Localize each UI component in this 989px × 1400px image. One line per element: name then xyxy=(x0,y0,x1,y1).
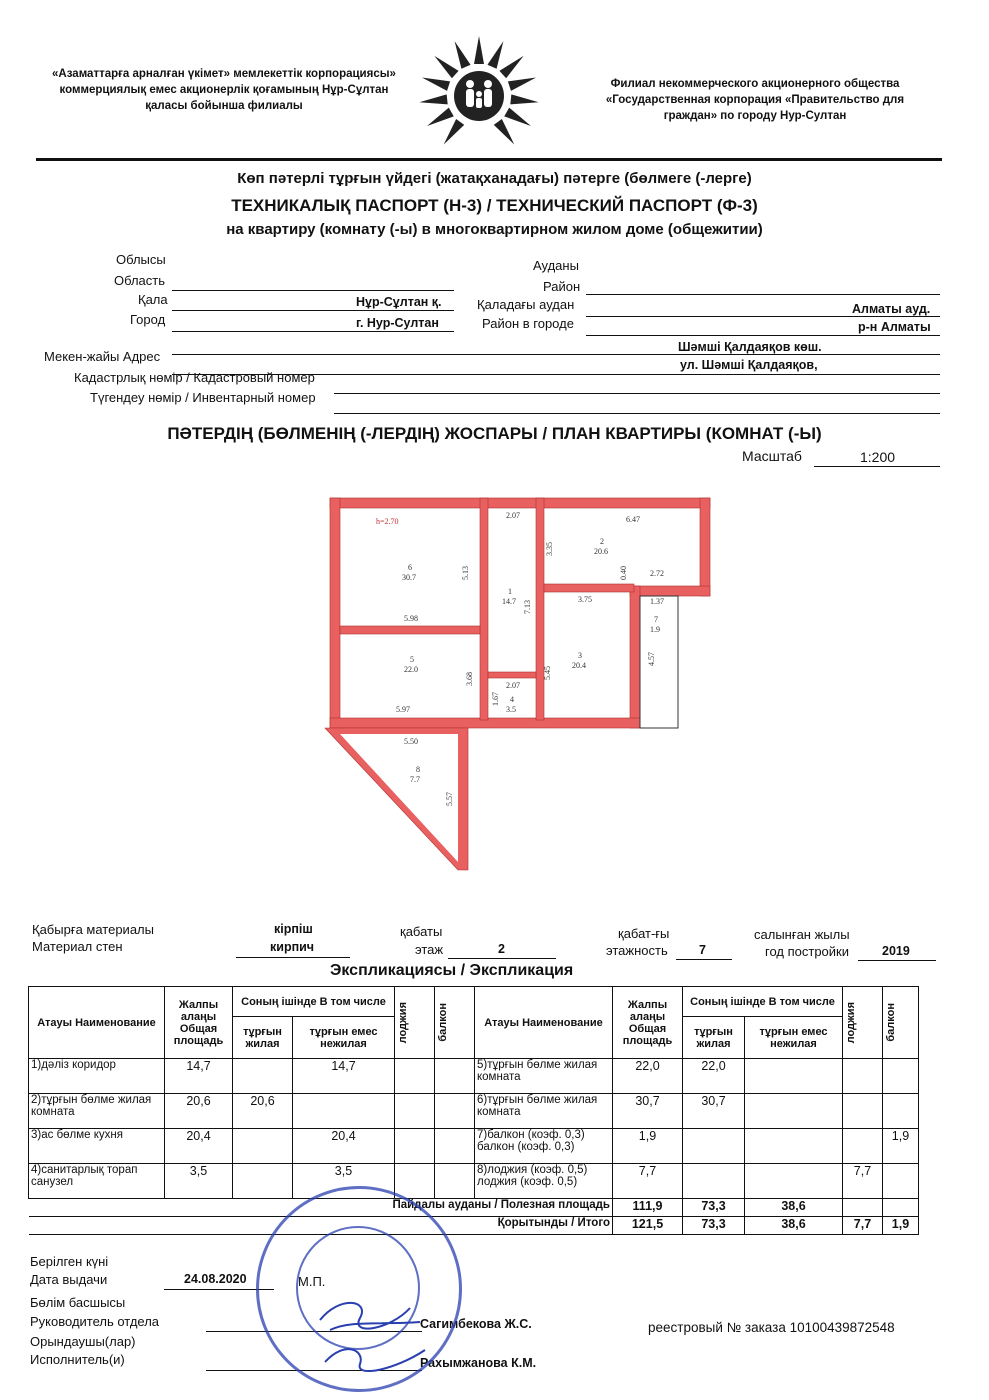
row-total: 30,7 xyxy=(613,1094,683,1129)
scale-label: Масштаб xyxy=(742,448,802,464)
row-total: 7,7 xyxy=(613,1164,683,1199)
row-nonliving: 14,7 xyxy=(293,1059,395,1094)
total-balcony: 1,9 xyxy=(883,1217,919,1235)
useful-area-nonliving: 38,6 xyxy=(745,1199,843,1217)
plan-dim: 2.72 xyxy=(650,569,664,578)
row-name: 5)тұрғын бөлме жилая комната xyxy=(475,1059,613,1094)
scale-underline xyxy=(814,466,940,467)
header-right-line: «Государственная корпорация «Правительство для xyxy=(605,94,905,106)
plan-room-area: 7.7 xyxy=(410,775,420,784)
table-row xyxy=(29,1094,919,1129)
header-total-2: Жалпы алаңы Общая площадь xyxy=(613,987,683,1059)
header-left-line: коммерциялық емес акционерлік қоғамының Нұр-Сұлтан xyxy=(59,84,389,96)
header-right-line: Филиал некоммерческого акционерного общества xyxy=(610,78,900,90)
floors-value: 7 xyxy=(699,943,706,957)
row-living xyxy=(233,1164,293,1199)
useful-area-total: 111,9 xyxy=(613,1199,683,1217)
header-total: Жалпы алаңы Общая площадь xyxy=(165,987,233,1059)
header-right-line: граждан» по городу Нур-Султан xyxy=(663,110,847,122)
row-total: 22,0 xyxy=(613,1059,683,1094)
audan-underline xyxy=(586,294,940,295)
header-nonliving: тұрғын емес нежилая xyxy=(293,1017,395,1059)
plan-room-no: 5 xyxy=(410,655,414,664)
total-nonliving: 38,6 xyxy=(745,1217,843,1235)
header-left-line: қаласы бойынша филиалы xyxy=(145,100,303,112)
row-name: 6)тұрғын бөлме жилая комната xyxy=(475,1094,613,1129)
row-nonliving xyxy=(745,1094,843,1129)
government-logo-icon xyxy=(418,34,540,154)
table-row xyxy=(29,1059,919,1094)
wall-material-value-ru: кирпич xyxy=(270,940,315,954)
address-value-kz: Шәмші Қалдаяқов көш. xyxy=(678,340,822,354)
row-nonliving xyxy=(745,1059,843,1094)
plan-dim: 7.13 xyxy=(523,600,532,614)
row-name: 3)ас бөлме кухня xyxy=(29,1129,165,1164)
header-divider xyxy=(36,158,942,161)
row-loggia xyxy=(843,1094,883,1129)
plan-dim: 5.57 xyxy=(445,792,454,806)
plan-wall xyxy=(488,672,536,678)
plan-dim: 1.67 xyxy=(491,692,500,706)
doc-title-ru: на квартиру (комнату (-ы) в многоквартирном жилом доме (общежитии) xyxy=(226,221,763,238)
table-row xyxy=(29,1129,919,1164)
useful-area-balcony xyxy=(883,1199,919,1217)
plan-title: ПӘТЕРДІҢ (БӨЛМЕНІҢ (-ЛЕРДІҢ) ЖОСПАРЫ / ПЛАН КВАРТИРЫ (КОМНАТ (-Ы) xyxy=(167,424,822,443)
city-label-ru: Город xyxy=(130,312,166,327)
floors-label-ru: этажность xyxy=(606,943,668,958)
header-incl-2: Соның ішінде В том числе xyxy=(683,987,843,1017)
row-name: 1)дәліз коридор xyxy=(29,1059,165,1094)
plan-room-area: 30.7 xyxy=(402,573,416,582)
doc-title-kz: Көп пәтерлі тұрғын үйдегі (жатақханадағы) пәтерге (бөлмеге (-лерге) xyxy=(237,170,752,187)
seal-place-label: М.П. xyxy=(298,1274,326,1289)
row-nonliving xyxy=(293,1094,395,1129)
row-balcony xyxy=(435,1094,475,1129)
row-total: 20,4 xyxy=(165,1129,233,1164)
row-loggia xyxy=(395,1059,435,1094)
city-underline-kz xyxy=(172,310,454,311)
floors-underline xyxy=(676,959,732,960)
plan-dim: 3.75 xyxy=(578,595,592,604)
floor-value: 2 xyxy=(498,942,505,956)
executor-label-ru: Исполнитель(и) xyxy=(30,1352,125,1367)
oblys-label-kz: Облысы xyxy=(116,252,166,267)
row-loggia xyxy=(395,1129,435,1164)
row-living: 20,6 xyxy=(233,1094,293,1129)
oblys-underline xyxy=(172,290,454,291)
plan-wall xyxy=(544,584,634,592)
plan-dim: 5.97 xyxy=(396,705,410,714)
inventory-label: Түгендеу нөмір / Инвентарный номер xyxy=(90,390,316,405)
plan-room-area: 1.9 xyxy=(650,625,660,634)
plan-dim: 4.57 xyxy=(647,652,656,666)
plan-wall xyxy=(340,626,480,634)
executor-name: Рахымжанова К.М. xyxy=(420,1356,537,1370)
wall-material-label-ru: Материал стен xyxy=(32,939,123,954)
head-name: Сагимбекова Ж.С. xyxy=(420,1317,532,1331)
year-underline xyxy=(858,960,936,961)
row-living xyxy=(233,1059,293,1094)
plan-room-area: 22.0 xyxy=(404,665,418,674)
explication-title: Экспликациясы / Экспликация xyxy=(330,962,574,979)
total-living: 73,3 xyxy=(683,1217,745,1235)
plan-wall xyxy=(630,586,710,596)
address-underline-1 xyxy=(172,354,940,355)
row-total: 3,5 xyxy=(165,1164,233,1199)
useful-area-living: 73,3 xyxy=(683,1199,745,1217)
header-living: тұрғын жилая xyxy=(233,1017,293,1059)
plan-dim: 3.35 xyxy=(545,542,554,556)
plan-dim: 3.68 xyxy=(465,672,474,686)
header-balcony: балкон xyxy=(437,1003,449,1042)
row-living xyxy=(683,1164,745,1199)
row-name: 7)балкон (коэф. 0,3) балкон (коэф. 0,3) xyxy=(475,1129,613,1164)
plan-room-no: 2 xyxy=(600,537,604,546)
district-value-ru: р-н Алматы xyxy=(858,320,931,334)
plan-room-no: 7 xyxy=(654,615,658,624)
row-balcony xyxy=(435,1164,475,1199)
plan-room-no: 3 xyxy=(578,651,582,660)
plan-wall xyxy=(330,498,710,508)
registry-number: реестровый № заказа 10100439872548 xyxy=(648,1320,895,1335)
plan-room-no: 8 xyxy=(416,765,420,774)
city-underline-ru xyxy=(172,331,454,332)
row-balcony xyxy=(883,1059,919,1094)
total-label: Қорытынды / Итого xyxy=(29,1217,613,1235)
total-row xyxy=(29,1217,919,1235)
plan-wall xyxy=(630,586,640,728)
plan-room-no: 1 xyxy=(508,587,512,596)
scale-value: 1:200 xyxy=(860,449,896,465)
oblys-label-ru: Область xyxy=(114,273,166,288)
row-total: 1,9 xyxy=(613,1129,683,1164)
audan-label-ru: Район xyxy=(543,279,581,294)
city-value-ru: г. Нур-Султан xyxy=(356,316,439,330)
floor-label-kz: қабаты xyxy=(400,924,443,939)
table-row xyxy=(29,1164,919,1199)
row-nonliving xyxy=(745,1164,843,1199)
header-living-2: тұрғын жилая xyxy=(683,1017,745,1059)
plan-balcony xyxy=(640,596,678,728)
useful-area-loggia xyxy=(843,1199,883,1217)
row-balcony: 1,9 xyxy=(883,1129,919,1164)
header-incl: Соның ішінде В том числе xyxy=(233,987,395,1017)
header-right xyxy=(590,76,920,124)
header-loggia: лоджия xyxy=(397,1001,409,1044)
header-nonliving-2: тұрғын емес нежилая xyxy=(745,1017,843,1059)
year-label-ru: год постройки xyxy=(765,944,849,959)
executor-label-kz: Орындаушы(лар) xyxy=(30,1334,136,1349)
row-loggia: 7,7 xyxy=(843,1164,883,1199)
row-loggia xyxy=(395,1094,435,1129)
floor-plan xyxy=(320,490,720,880)
header-left xyxy=(38,66,410,114)
explication-table xyxy=(28,986,919,1235)
row-loggia xyxy=(843,1059,883,1094)
audan-label-kz: Ауданы xyxy=(533,258,579,273)
total-area: 121,5 xyxy=(613,1217,683,1235)
wall-material-underline xyxy=(236,957,350,958)
cadastral-underline xyxy=(334,393,940,394)
row-total: 20,6 xyxy=(165,1094,233,1129)
city-label-kz: Қала xyxy=(138,292,168,307)
plan-dim: 5.45 xyxy=(543,666,552,680)
signature-icon xyxy=(310,1290,440,1380)
row-name: 4)санитарлық торап санузел xyxy=(29,1164,165,1199)
plan-wall xyxy=(330,498,340,728)
header-name: Атауы Наименование xyxy=(29,987,165,1059)
header-name-2: Атауы Наименование xyxy=(475,987,613,1059)
header-left-line: «Азаматтарға арналған үкімет» мемлекеттік корпорациясы» xyxy=(52,68,396,80)
issue-date-label-ru: Дата выдачи xyxy=(30,1272,108,1287)
plan-dim: 2.07 xyxy=(506,681,520,690)
plan-wall xyxy=(480,498,488,720)
plan-wall xyxy=(536,498,544,720)
row-name: 2)тұрғын бөлме жилая комната xyxy=(29,1094,165,1129)
address-value-ru: ул. Шәмші Қалдаяқов, xyxy=(680,358,818,372)
header-loggia-2: лоджия xyxy=(845,1001,857,1044)
plan-room-area: 3.5 xyxy=(506,705,516,714)
head-label-kz: Бөлім басшысы xyxy=(30,1295,126,1310)
header-balcony-2: балкон xyxy=(885,1003,897,1042)
plan-dim: 5.50 xyxy=(404,737,418,746)
plan-room-area: 20.6 xyxy=(594,547,608,556)
plan-room-no: 6 xyxy=(408,563,412,572)
issue-date-value: 24.08.2020 xyxy=(184,1272,247,1286)
district-underline-ru xyxy=(586,335,940,336)
cadastral-label: Кадастрлық нөмір / Кадастровый номер xyxy=(74,370,315,385)
district-value-kz: Алматы ауд. xyxy=(852,302,931,316)
inventory-underline xyxy=(334,413,940,414)
row-balcony xyxy=(883,1094,919,1129)
plan-room-no: 4 xyxy=(510,695,514,704)
doc-title-main: ТЕХНИКАЛЫҚ ПАСПОРТ (Н-3) / ТЕХНИЧЕСКИЙ ПАСПОРТ (Ф-3) xyxy=(231,196,758,215)
floor-label-ru: этаж xyxy=(415,942,444,957)
plan-height-note: h=2.70 xyxy=(376,517,399,526)
row-loggia xyxy=(395,1164,435,1199)
row-balcony xyxy=(435,1129,475,1164)
head-label-ru: Руководитель отдела xyxy=(30,1314,160,1329)
plan-dim: 1.37 xyxy=(650,597,664,606)
floors-label-kz: қабат-ғы xyxy=(618,926,670,941)
year-value: 2019 xyxy=(882,944,910,958)
total-loggia: 7,7 xyxy=(843,1217,883,1235)
plan-dim: 5.98 xyxy=(404,614,418,623)
address-label: Мекен-жайы Адрес xyxy=(44,349,161,364)
plan-dim: 6.47 xyxy=(626,515,640,524)
row-living xyxy=(233,1129,293,1164)
row-nonliving: 20,4 xyxy=(293,1129,395,1164)
useful-area-row xyxy=(29,1199,919,1217)
row-living: 30,7 xyxy=(683,1094,745,1129)
issue-date-label-kz: Берілген күні xyxy=(30,1254,109,1269)
row-living xyxy=(683,1129,745,1164)
row-nonliving xyxy=(745,1129,843,1164)
city-district-label-kz: Қаладағы аудан xyxy=(477,297,575,312)
row-total: 14,7 xyxy=(165,1059,233,1094)
row-living: 22,0 xyxy=(683,1059,745,1094)
row-name: 8)лоджия (коэф. 0,5) лоджия (коэф. 0,5) xyxy=(475,1164,613,1199)
row-balcony xyxy=(883,1164,919,1199)
row-balcony xyxy=(435,1059,475,1094)
city-district-label-ru: Район в городе xyxy=(482,316,574,331)
useful-area-label: Пайдалы ауданы / Полезная площадь xyxy=(29,1199,613,1217)
plan-room-area: 20.4 xyxy=(572,661,586,670)
year-label-kz: салынған жылы xyxy=(754,927,850,942)
row-loggia xyxy=(843,1129,883,1164)
wall-material-label-kz: Қабырға материалы xyxy=(32,922,154,937)
floor-underline xyxy=(448,958,556,959)
city-value-kz: Нұр-Сұлтан қ. xyxy=(356,295,442,309)
plan-wall xyxy=(700,498,710,596)
plan-room-area: 14.7 xyxy=(502,597,516,606)
plan-dim: 2.07 xyxy=(506,511,520,520)
district-underline-kz xyxy=(586,316,940,317)
plan-loggia-floor xyxy=(340,734,458,862)
wall-material-value-kz: кірпіш xyxy=(274,922,313,936)
plan-dim: 0.40 xyxy=(619,566,628,580)
row-nonliving: 3,5 xyxy=(293,1164,395,1199)
plan-dim: 5.13 xyxy=(461,566,470,580)
